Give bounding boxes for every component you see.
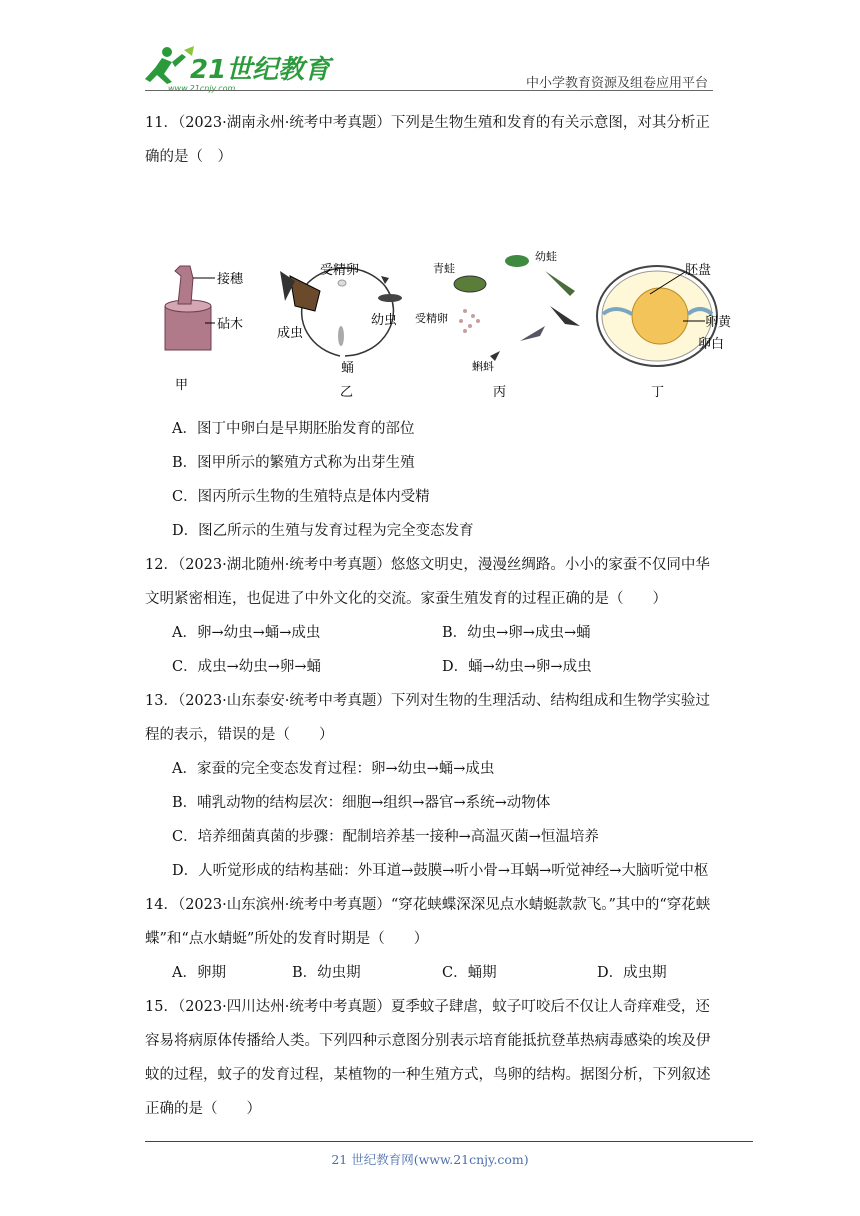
option-b: B．哺乳动物的结构层次：细胞→组织→器官→系统→动物体 (172, 795, 551, 811)
label-ding: 丁 (651, 385, 665, 400)
site-logo (142, 44, 331, 94)
label-qingwa: 青蛙 (433, 262, 455, 275)
footer-divider (145, 1141, 753, 1142)
option-c: C．蛹期 (442, 965, 497, 981)
page-footer[interactable]: 21 世纪教育网(www.21cnjy.com) (331, 1152, 529, 1167)
question-11 (145, 106, 732, 548)
option-c: C．培养细菌真菌的步骤：配制培养基一接种→高温灭菌→恒温培养 (172, 829, 599, 845)
option-b: B．幼虫→卵→成虫→蛹 (442, 625, 591, 641)
label-youchong: 幼虫 (371, 313, 398, 328)
label-yi: 乙 (340, 385, 354, 400)
option-a: A．卵→幼虫→蛹→成虫 (172, 625, 321, 641)
header-divider (145, 90, 713, 91)
options-row (145, 956, 715, 990)
option-b: B．图甲所示的繁殖方式称为出芽生殖 (172, 455, 415, 471)
label-youwa: 幼蛙 (535, 250, 557, 263)
reproduction-diagram (145, 176, 732, 400)
option-c: C．图丙所示生物的生殖特点是体内受精 (172, 489, 430, 505)
label-zhenmu: 砧木 (217, 317, 244, 332)
label-bing: 丙 (493, 385, 507, 400)
question-stem: 12．（2023·湖北随州·统考中考真题）悠悠文明史，漫漫丝绸路。小小的家蚕不仅同中华文明紧密相连，也促进了中外文化的交流。家蚕生殖发育的过程正确的是（ ） (145, 557, 710, 607)
label-kedou: 蝌蚪 (472, 360, 494, 373)
options-row (145, 616, 715, 650)
option-d: D．蛹→幼虫→卵→成虫 (442, 659, 592, 675)
question-12 (145, 548, 715, 684)
svg-text:www.21cnjy.com: www.21cnjy.com (168, 84, 236, 93)
option-d: D．人听觉形成的结构基础：外耳道→鼓膜→听小骨→耳蜗→听觉神经→大脑听觉中枢 (172, 863, 709, 879)
option-a: A．图丁中卵白是早期胚胎发育的部位 (172, 421, 415, 437)
label-luanbai: 卵白 (698, 337, 725, 352)
option-a: A．卵期 (172, 965, 226, 981)
page-header (0, 0, 860, 100)
option-b: B．幼虫期 (292, 965, 361, 981)
option-d: D．成虫期 (597, 965, 667, 981)
question-11-figure (145, 176, 732, 400)
runner-logo-icon (142, 44, 331, 94)
butterfly-cycle (280, 268, 402, 356)
option-c: C．成虫→幼虫→卵→蛹 (172, 659, 322, 675)
label-yong: 蛹 (341, 361, 355, 376)
question-13 (145, 684, 715, 888)
label-luanhuang: 卵黄 (705, 315, 732, 330)
option-d: D．图乙所示的生殖与发育过程为完全变态发育 (172, 523, 474, 539)
svg-text:21世纪教育: 21世纪教育 (190, 55, 331, 85)
question-stem: 11．（2023·湖南永州·统考中考真题）下列是生物生殖和发育的有关示意图，对其分析正确的是（ ） (145, 115, 710, 165)
frog-cycle (454, 255, 580, 361)
label-jia: 甲 (175, 378, 189, 393)
label-jiesui: 接穗 (217, 272, 244, 287)
question-stem: 13．（2023·山东泰安·统考中考真题）下列对生物的生理活动、结构组成和生物学实验过程的表示，错误的是（ ） (145, 693, 710, 743)
question-14 (145, 888, 715, 990)
label-peipan: 胚盘 (685, 263, 712, 278)
options-row (145, 650, 715, 684)
question-stem: 15．（2023·四川达州·统考中考真题）夏季蚊子肆虐，蚊子叮咬后不仅让人奇痒难受，还容易将病原体传播给人类。下列四种示意图分别表示培育能抵抗登革热病毒感染的埃及伊蚊的过程，蚊子的发育过程，某植物的一种生殖方式，鸟卵的结构。据图分析，下列叙述正确的是（ ） (145, 999, 711, 1117)
question-stem: 14．（2023·山东滨州·统考中考真题）“穿花蛱蝶深深见点水蜻蜓款款飞。”其中的“穿花蛱蝶”和“点水蜻蜓”所处的发育时期是（ ） (145, 897, 711, 947)
question-15 (145, 990, 715, 1126)
label-bing-shoujingluan: 受精卵 (415, 312, 448, 325)
label-chengchong: 成虫 (277, 326, 304, 341)
option-a: A．家蚕的完全变态发育过程：卵→幼虫→蛹→成虫 (172, 761, 495, 777)
question-list (145, 106, 732, 1126)
grafting-illustration (165, 266, 215, 350)
label-shoujingluan: 受精卵 (320, 263, 360, 278)
platform-name: 中小学教育资源及组卷应用平台 (525, 76, 708, 91)
